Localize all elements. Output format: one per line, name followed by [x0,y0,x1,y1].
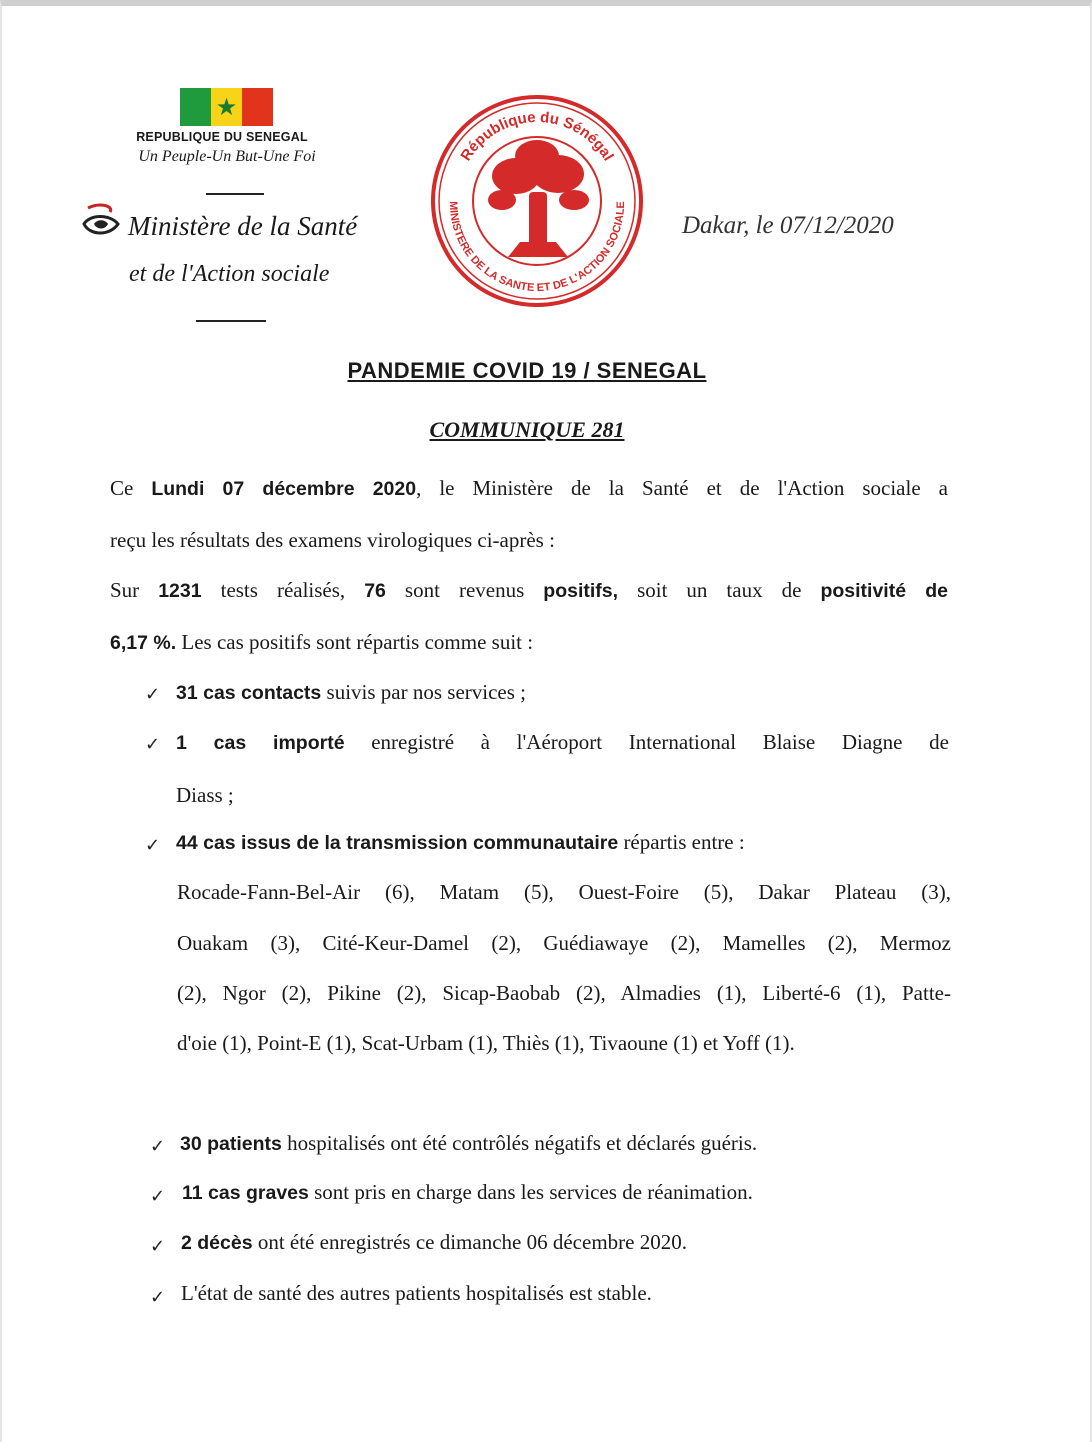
seal-text-bottom: MINISTERE DE LA SANTE ET DE L'ACTION SOCIALE [446,201,628,295]
cured-patients: 30 patients hospitalisés ont été contrôlés négatifs et déclarés guéris. [180,1131,758,1155]
senegal-flag [180,88,273,126]
intro-line-1: Ce Lundi 07 décembre 2020, le Ministère de la Santé et de l'Action sociale a [110,476,948,500]
checkmark-icon: ✓ [150,1236,166,1257]
document-title: PANDEMIE COVID 19 / SENEGAL [347,358,707,383]
communique-number: COMMUNIQUE 281 [429,417,625,442]
checkmark-icon: ✓ [150,1136,166,1157]
imported-cases-cont: Diass ; [176,783,234,807]
stable-patients: L'état de santé des autres patients hospitalisés est stable. [181,1281,652,1305]
divider [206,193,264,195]
locations-line-1: Rocade-Fann-Bel-Air (6), Matam (5), Ouest-Foire (5), Dakar Plateau (3), [177,880,951,904]
intro-line-2: reçu les résultats des examens virologiques ci-après : [110,528,555,552]
community-cases: 44 cas issus de la transmission communautaire répartis entre : [176,830,745,854]
seal-text-top: République du Sénégal [457,108,617,164]
imported-cases: 1 cas importé enregistré à l'Aéroport International Blaise Diagne de [176,730,949,754]
checkmark-icon: ✓ [150,1287,166,1308]
checkmark-icon: ✓ [145,734,161,755]
locations-line-4: d'oie (1), Point-E (1), Scat-Urbam (1), Thiès (1), Tivaoune (1) et Yoff (1). [177,1031,795,1055]
checkmark-icon: ✓ [150,1186,166,1207]
locations-line-2: Ouakam (3), Cité-Keur-Damel (2), Guédiawaye (2), Mamelles (2), Mermoz [177,931,951,955]
intro-line-3: Sur 1231 tests réalisés, 76 sont revenus positifs, soit un taux de positivité de [110,578,948,602]
locations-line-3: (2), Ngor (2), Pikine (2), Sicap-Baobab (2), Almadies (1), Liberté-6 (1), Patte- [177,981,951,1005]
star-icon: ★ [215,93,238,121]
intro-line-4: 6,17 %. Les cas positifs sont répartis comme suit : [110,630,534,654]
contacts-cases: 31 cas contacts suivis par nos services ; [176,680,526,704]
checkmark-icon: ✓ [145,684,161,705]
ministry-name-line1: Ministère de la Santé [128,211,358,241]
severe-cases: 11 cas graves sont pris en charge dans les services de réanimation. [182,1180,753,1204]
checkmark-icon: ✓ [145,835,161,856]
ministry-name-line2: et de l'Action sociale [129,261,330,287]
ministry-emblem-icon [80,202,122,242]
national-motto: Un Peuple-Un But-Une Foi [138,148,316,165]
baobab-tree-icon [488,140,589,257]
deaths: 2 décès ont été enregistrés ce dimanche 06 décembre 2020. [181,1230,687,1254]
divider [196,320,266,322]
document-date: Dakar, le 07/12/2020 [682,212,894,239]
republic-label: REPUBLIQUE DU SENEGAL [136,130,308,144]
ministry-seal [428,92,646,310]
